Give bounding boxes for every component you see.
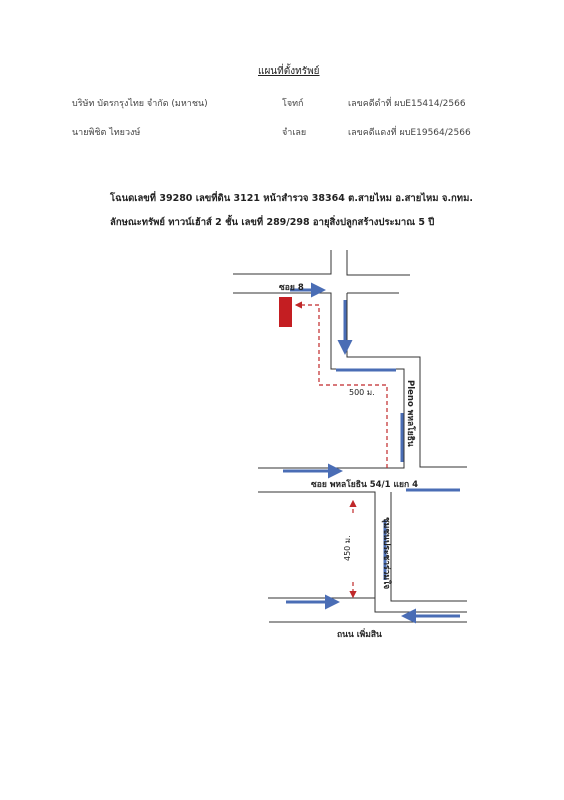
red-case-number: เลขคดีแดงที่ ผบE19564/2566: [348, 128, 471, 138]
defendant-name: นายพิชิต ไทยวงษ์: [72, 128, 141, 138]
distance-500-label: 500 ม.: [349, 388, 375, 397]
soi8-label: ซอย 8: [279, 283, 304, 293]
defendant-role: จำเลย: [282, 128, 307, 138]
black-case-number: เลขคดีดำที่ ผบE15414/2566: [348, 99, 466, 109]
traffic-arrows: [283, 290, 460, 616]
main-road-label: ถนน เพิ่มสิน: [337, 630, 382, 640]
page-title: แผนที่ตั้งทรัพย์: [258, 66, 320, 77]
distance-450-label: 450 ม.: [343, 535, 352, 561]
soi-phahon-label: ซอย พหลโยธิน 54/1 แยก 4: [311, 480, 419, 490]
community-label: ชุมชนประชาร่วมใจ: [381, 517, 391, 590]
road-lines: [233, 250, 467, 622]
plaintiff-role: โจทก์: [282, 99, 304, 109]
pleno-road-label: Pleno พหลโยธิน: [405, 380, 415, 447]
property-marker: [279, 297, 292, 327]
plaintiff-name: บริษัท บัตรกรุงไทย จำกัด (มหาชน): [72, 99, 208, 109]
deed-details: โฉนดเลขที่ 39280 เลขที่ดิน 3121 หน้าสำรวจ 38364 ต.สายไหม อ.สายไหม จ.กทม.: [110, 193, 473, 204]
property-details: ลักษณะทรัพย์ ทาวน์เฮ้าส์ 2 ชั้น เลขที่ 289/298 อายุสิ่งปลูกสร้างประมาณ 5 ปี: [110, 217, 435, 228]
